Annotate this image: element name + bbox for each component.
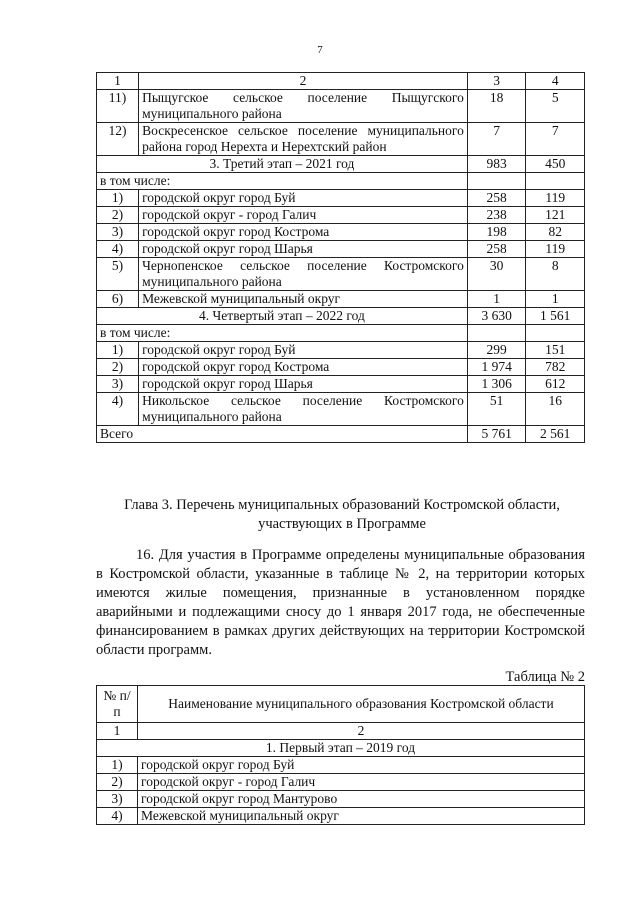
subheader-text: в том числе: [97, 325, 468, 342]
table-row [97, 757, 585, 774]
row-value-people: 5 [526, 90, 585, 123]
row-num: 4) [97, 241, 139, 258]
table-row [97, 224, 585, 241]
empty-cell [526, 173, 585, 190]
row-name: Никольское сельское поселение Костромского муниципального района [139, 393, 468, 426]
row-name: городской округ город Буй [139, 342, 468, 359]
table2-caption: Таблица № 2 [505, 669, 585, 685]
row-value-people: 151 [526, 342, 585, 359]
subheader-text: в том числе: [97, 173, 468, 190]
row-num: 5) [97, 258, 139, 291]
row-value-apartments: 1 974 [467, 359, 526, 376]
page-number: 7 [317, 44, 323, 56]
row-value-apartments: 238 [467, 207, 526, 224]
table2-header-row [97, 686, 585, 723]
paragraph-16: 16. Для участия в Программе определены муниципальные образования в Костромской области, указанные в таблице № 2, на территории которых имеются жилые помещения, признанные в установленном порядке аварийными и подлежащими сносу до 1 января 2017 года, не обеспеченные финансированием в рамках других действующих на территории Костромской области программ. [96, 547, 585, 658]
row-num: 1) [97, 342, 139, 359]
row-name: городской округ город Буй [139, 190, 468, 207]
row-num: 2) [97, 774, 138, 791]
row-value-apartments: 198 [467, 224, 526, 241]
row-value-people: 782 [526, 359, 585, 376]
row-value-apartments: 1 [467, 291, 526, 308]
row-num: 2) [97, 359, 139, 376]
row-name: Пыщугское сельское поселение Пыщугского муниципального района [139, 90, 468, 123]
total-row [97, 426, 585, 443]
table2-colnum-row [97, 723, 585, 740]
subheader-row [97, 325, 585, 342]
row-num: 3) [97, 791, 138, 808]
row-num: 12) [97, 123, 139, 156]
row-value-apartments: 51 [467, 393, 526, 426]
row-value-people: 119 [526, 241, 585, 258]
total-label: Всего [97, 426, 468, 443]
stage-value-apartments: 983 [467, 156, 526, 173]
row-value-apartments: 299 [467, 342, 526, 359]
header-cell: 4 [526, 73, 585, 90]
row-value-people: 7 [526, 123, 585, 156]
chapter-title: Глава 3. Перечень муниципальных образований Костромской области, участвующих в Программе [124, 497, 560, 532]
header-num-cell: № п/п [97, 686, 138, 723]
table2-stage-row [97, 740, 585, 757]
table-row [97, 123, 585, 156]
row-name: Межевской муниципальный округ [139, 291, 468, 308]
table-row [97, 791, 585, 808]
row-name: городской округ город Кострома [139, 359, 468, 376]
table-row [97, 241, 585, 258]
row-name: городской округ город Шарья [139, 241, 468, 258]
stage-value-people: 1 561 [526, 308, 585, 325]
stage-row [97, 308, 585, 325]
row-value-people: 8 [526, 258, 585, 291]
row-value-people: 16 [526, 393, 585, 426]
program-stages-table [96, 72, 585, 443]
row-value-people: 612 [526, 376, 585, 393]
row-value-apartments: 18 [467, 90, 526, 123]
row-name: Межевской муниципальный округ [138, 808, 585, 825]
row-value-people: 1 [526, 291, 585, 308]
row-num: 6) [97, 291, 139, 308]
row-name: Воскресенское сельское поселение муниципального района город Нерехта и Нерехтский район [139, 123, 468, 156]
header-name-cell: Наименование муниципального образования Костромской области [138, 686, 585, 723]
row-value-people: 121 [526, 207, 585, 224]
total-value-apartments: 5 761 [467, 426, 526, 443]
row-value-apartments: 1 306 [467, 376, 526, 393]
stage-name: 3. Третий этап – 2021 год [97, 156, 468, 173]
table-row [97, 190, 585, 207]
municipalities-table [96, 685, 585, 825]
row-name: городской округ город Шарья [139, 376, 468, 393]
table-row [97, 393, 585, 426]
row-name: городской округ город Кострома [139, 224, 468, 241]
total-value-people: 2 561 [526, 426, 585, 443]
empty-cell [526, 325, 585, 342]
header-cell: 1 [97, 73, 139, 90]
table-row [97, 808, 585, 825]
colnum-cell: 2 [138, 723, 585, 740]
stage-value-apartments: 3 630 [467, 308, 526, 325]
row-num: 4) [97, 393, 139, 426]
row-name: Чернопенское сельское поселение Костромского муниципального района [139, 258, 468, 291]
table-row [97, 342, 585, 359]
table-row [97, 774, 585, 791]
table-row [97, 207, 585, 224]
header-cell: 2 [139, 73, 468, 90]
row-name: городской округ - город Галич [139, 207, 468, 224]
table-row [97, 359, 585, 376]
stage-row [97, 156, 585, 173]
row-value-apartments: 258 [467, 190, 526, 207]
row-num: 3) [97, 376, 139, 393]
table-row [97, 376, 585, 393]
row-name: городской округ город Мантурово [138, 791, 585, 808]
colnum-cell: 1 [97, 723, 138, 740]
header-cell: 3 [467, 73, 526, 90]
row-value-apartments: 7 [467, 123, 526, 156]
stage-cell: 1. Первый этап – 2019 год [97, 740, 585, 757]
table1-header-row [97, 73, 585, 90]
table-row [97, 90, 585, 123]
row-value-apartments: 30 [467, 258, 526, 291]
stage-name: 4. Четвертый этап – 2022 год [97, 308, 468, 325]
row-value-people: 82 [526, 224, 585, 241]
row-num: 4) [97, 808, 138, 825]
empty-cell [467, 173, 526, 190]
empty-cell [467, 325, 526, 342]
row-num: 11) [97, 90, 139, 123]
row-value-apartments: 258 [467, 241, 526, 258]
row-value-people: 119 [526, 190, 585, 207]
table-row [97, 258, 585, 291]
row-name: городской округ - город Галич [138, 774, 585, 791]
row-num: 1) [97, 190, 139, 207]
subheader-row [97, 173, 585, 190]
row-num: 2) [97, 207, 139, 224]
table-row [97, 291, 585, 308]
row-name: городской округ город Буй [138, 757, 585, 774]
row-num: 1) [97, 757, 138, 774]
stage-value-people: 450 [526, 156, 585, 173]
row-num: 3) [97, 224, 139, 241]
